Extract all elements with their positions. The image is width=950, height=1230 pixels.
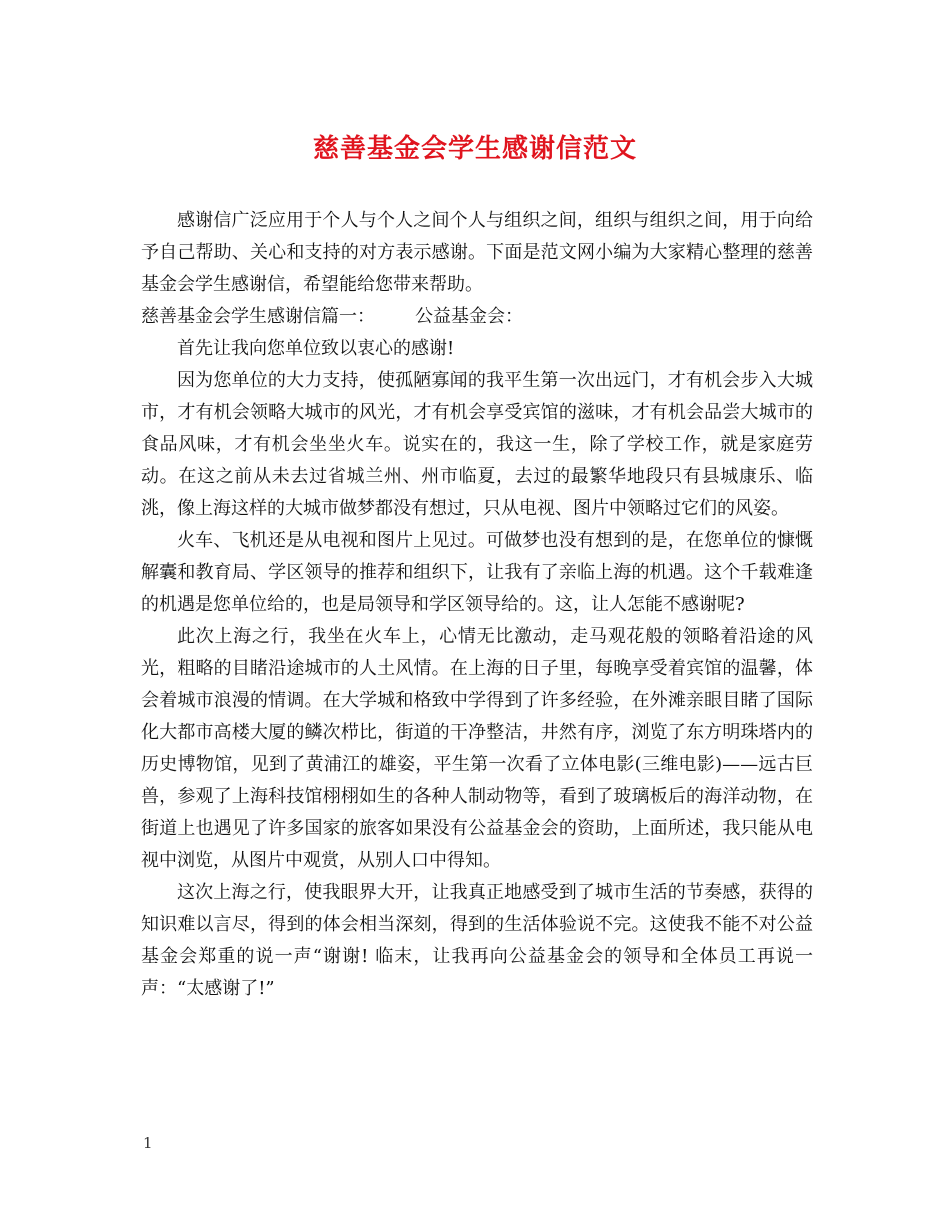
body-paragraph-5: 这次上海之行，使我眼界大开，让我真正地感受到了城市生活的节奏感，获得的知识难以言尽，得到的体会相当深刻，得到的生活体验说不完。这使我不能不对公益基金会郑重的说一声“谢谢! 临末，让我再向公益基金会的领导和全体员工再说一声：“太感谢了!” bbox=[141, 882, 813, 999]
page-number: 1 bbox=[143, 1134, 153, 1152]
body-paragraph-3: 火车、飞机还是从电视和图片上见过。可做梦也没有想到的是，在您单位的慷慨解囊和教育局、学区领导的推荐和组织下，让我有了亲临上海的机遇。这个千载难逢的机遇是您单位给的，也是局领导和学区领导给的。这，让人怎能不感谢呢? bbox=[141, 530, 813, 615]
document-title: 慈善基金会学生感谢信范文 bbox=[312, 134, 637, 164]
section-heading: 慈善基金会学生感谢信篇一： bbox=[141, 306, 375, 327]
salutation: 公益基金会： bbox=[415, 306, 523, 327]
intro-paragraph: 感谢信广泛应用于个人与个人之间个人与组织之间，组织与组织之间，用于向给予自己帮助、关心和支持的对方表示感谢。下面是范文网小编为大家精心整理的慈善基金会学生感谢信，希望能给您带来帮助。 bbox=[141, 210, 813, 295]
body-paragraph-4: 此次上海之行，我坐在火车上，心情无比激动，走马观花般的领略着沿途的风光，粗略的目睹沿途城市的人土风情。在上海的日子里，每晚享受着宾馆的温馨，体会着城市浪漫的情调。在大学城和格致中学得到了许多经验，在外滩亲眼目睹了国际化大都市高楼大厦的鳞次栉比，街道的干净整洁，井然有序，浏览了东方明珠塔内的历史博物馆，见到了黄浦江的雄姿，平生第一次看了立体电影(三维电影)——远古巨兽，参观了上海科技馆栩栩如生的各种人制动物等，看到了玻璃板后的海洋动物，在街道上也遇见了许多国家的旅客如果没有公益基金会的资助，上面所述，我只能从电视中浏览，从图片中观赏，从别人口中得知。 bbox=[141, 626, 813, 871]
section-heading-line bbox=[141, 301, 813, 333]
document-body bbox=[141, 205, 813, 1005]
body-paragraph-2: 因为您单位的大力支持，使孤陋寡闻的我平生第一次出远门，才有机会步入大城市，才有机会领略大城市的风光，才有机会享受宾馆的滋味，才有机会品尝大城市的食品风味，才有机会坐坐火车。说实在的，我这一生，除了学校工作，就是家庭劳动。在这之前从未去过省城兰州、州市临夏，去过的最繁华地段只有县城康乐、临洮，像上海这样的大城市做梦都没有想过，只从电视、图片中领略过它们的风姿。 bbox=[141, 370, 813, 519]
body-paragraph-1: 首先让我向您单位致以衷心的感谢! bbox=[177, 338, 455, 359]
